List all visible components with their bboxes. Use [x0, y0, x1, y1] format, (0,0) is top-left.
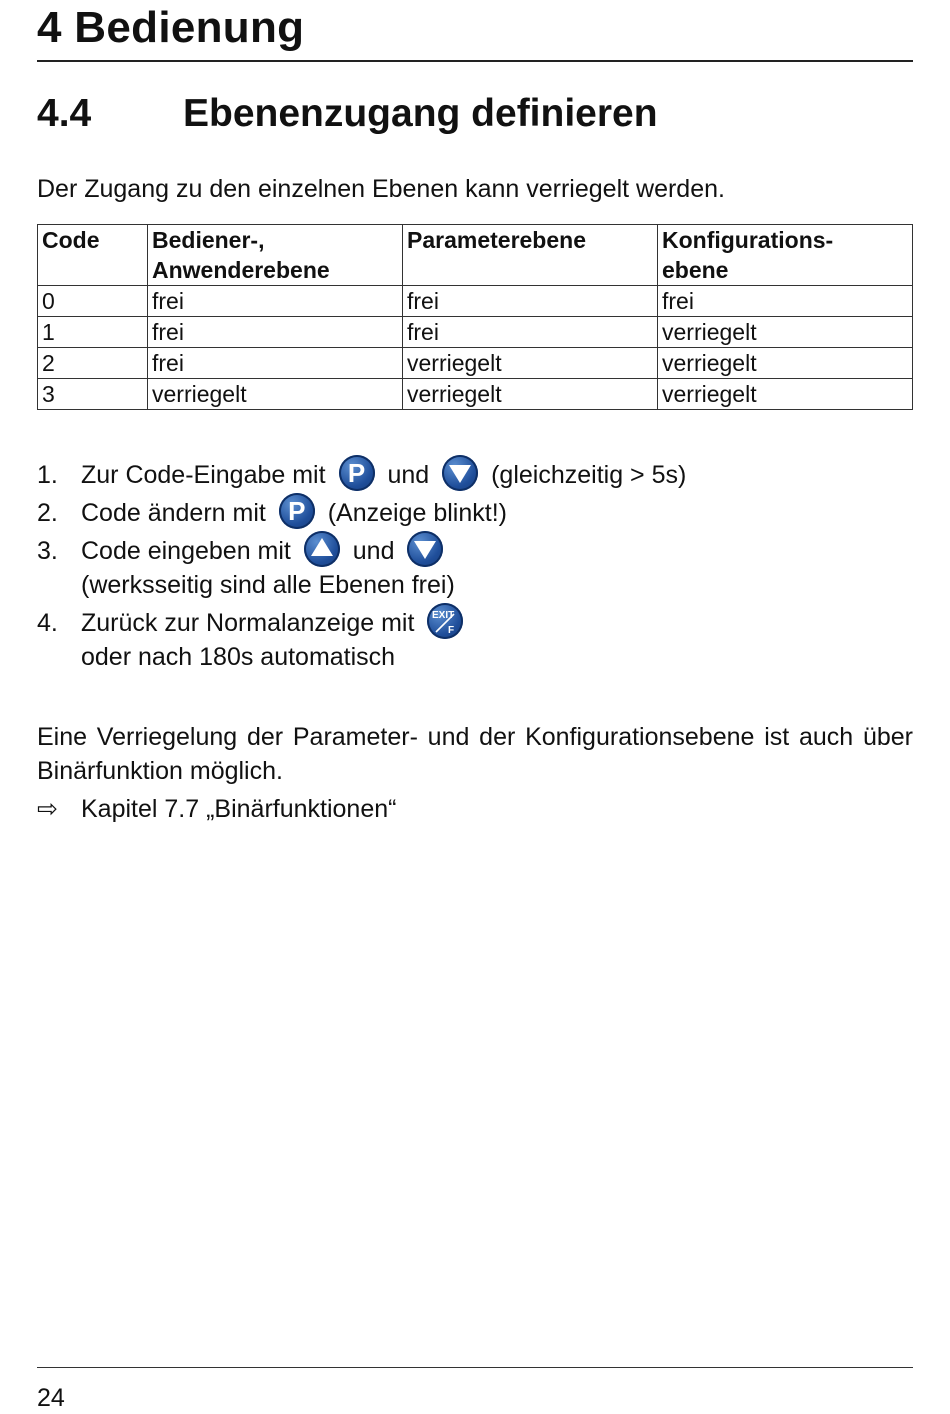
cell-parameter: verriegelt [403, 348, 658, 379]
cell-configuration: verriegelt [658, 317, 913, 348]
p-button-icon [339, 455, 375, 491]
down-arrow-button-icon [442, 455, 478, 491]
access-level-table [37, 224, 913, 410]
lock-note-paragraph: Eine Verriegelung der Parameter- und der Konfigurationsebene ist auch über Binärfunktion möglich. [37, 723, 913, 785]
header-operator-level: Bediener-, Anwenderebene [148, 225, 403, 286]
cell-configuration: verriegelt [658, 379, 913, 410]
step-2 [37, 496, 686, 530]
step-text: Code eingeben mit [81, 537, 291, 565]
header-code: Code [38, 225, 148, 286]
step-1 [37, 458, 686, 492]
cell-configuration: verriegelt [658, 348, 913, 379]
header-rule [37, 60, 913, 62]
down-arrow-button-icon [407, 531, 443, 567]
section-number: 4.4 [37, 92, 92, 135]
table-row [38, 379, 913, 410]
cell-operator: verriegelt [148, 379, 403, 410]
instruction-steps [37, 458, 686, 678]
cell-code: 1 [38, 317, 148, 348]
cell-code: 3 [38, 379, 148, 410]
header-configuration-level: Konfigurations- ebene [658, 225, 913, 286]
cell-code: 2 [38, 348, 148, 379]
step-number: 2. [37, 499, 58, 527]
step-4 [37, 606, 686, 674]
exit-button-icon [427, 603, 463, 639]
step-text: Code ändern mit [81, 499, 266, 527]
section-title: Ebenenzugang definieren [183, 92, 658, 135]
table-row [38, 348, 913, 379]
page-number: 24 [37, 1384, 65, 1412]
right-arrow-icon: ⇨ [37, 795, 58, 823]
chapter-reference [37, 792, 396, 826]
cell-parameter: frei [403, 286, 658, 317]
cell-configuration: frei [658, 286, 913, 317]
up-arrow-button-icon [304, 531, 340, 567]
table-row [38, 317, 913, 348]
step-text-line2: oder nach 180s automatisch [81, 643, 396, 671]
table-row [38, 286, 913, 317]
step-text: Zurück zur Normalanzeige mit [81, 609, 415, 637]
intro-text: Der Zugang zu den einzelnen Ebenen kann verriegelt werden. [37, 175, 725, 203]
f-label: F [448, 625, 455, 637]
cell-operator: frei [148, 286, 403, 317]
step-number: 4. [37, 609, 58, 637]
step-text: (Anzeige blinkt!) [327, 499, 507, 527]
reference-text: Kapitel 7.7 „Binärfunktionen“ [81, 795, 397, 823]
step-text: Zur Code-Eingabe mit [81, 461, 326, 489]
cell-parameter: verriegelt [403, 379, 658, 410]
header-parameter-level: Parameterebene [403, 225, 658, 286]
cell-parameter: frei [403, 317, 658, 348]
table-header-row [38, 225, 913, 286]
step-3 [37, 534, 686, 602]
step-number: 3. [37, 537, 58, 565]
chapter-title: 4 Bedienung [37, 3, 305, 52]
step-text: und [352, 537, 395, 565]
step-text-line2: (werksseitig sind alle Ebenen frei) [81, 571, 455, 599]
step-number: 1. [37, 461, 58, 489]
cell-operator: frei [148, 317, 403, 348]
step-text: und [387, 461, 430, 489]
cell-operator: frei [148, 348, 403, 379]
step-text: (gleichzeitig > 5s) [491, 461, 687, 489]
footer-rule [37, 1367, 913, 1368]
exit-label: EXIT [432, 610, 455, 622]
p-button-icon [279, 493, 315, 529]
cell-code: 0 [38, 286, 148, 317]
